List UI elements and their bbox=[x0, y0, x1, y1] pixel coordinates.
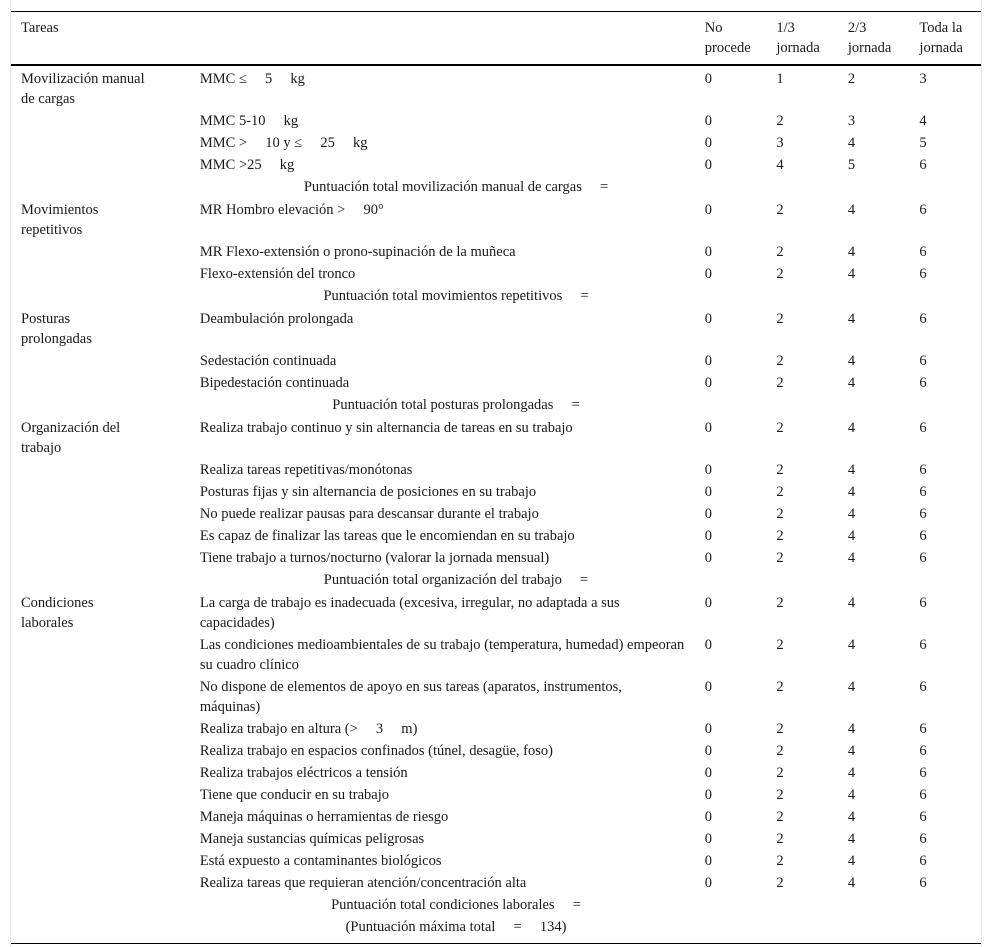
score-cell: 0 bbox=[704, 157, 713, 173]
score-cell: 6 bbox=[919, 353, 927, 369]
score-cell: 0 bbox=[704, 550, 713, 566]
table-row bbox=[11, 850, 981, 872]
score-cell: 6 bbox=[919, 311, 927, 327]
score-cell: 6 bbox=[919, 484, 927, 500]
table-row bbox=[11, 740, 981, 762]
table-row bbox=[11, 350, 981, 372]
score-cell: 0 bbox=[704, 831, 713, 847]
table-row bbox=[11, 110, 981, 132]
score-cell: 3 bbox=[847, 113, 856, 129]
score-cell: 4 bbox=[847, 875, 856, 891]
category-cell bbox=[11, 806, 190, 828]
score-cell: 2 bbox=[847, 71, 856, 87]
score-cell: 6 bbox=[919, 721, 927, 737]
score-cell: 6 bbox=[919, 506, 927, 522]
task-cell: Realiza trabajo en espacios confinados (túnel, desagüe, foso) bbox=[199, 743, 553, 759]
task-cell: La carga de trabajo es inadecuada (excesiva, irregular, no adaptada a sus capacidades) bbox=[199, 595, 624, 631]
task-cell: MR Flexo-extensión o prono-supinación de la muñeca bbox=[199, 244, 516, 260]
category-cell bbox=[11, 65, 190, 110]
score-cell: 6 bbox=[919, 853, 927, 869]
category-cell bbox=[11, 350, 190, 372]
task-cell: MMC > 10 y ≤ 25 kg bbox=[199, 135, 368, 151]
score-cell: 3 bbox=[776, 135, 784, 151]
score-cell: 4 bbox=[847, 420, 856, 436]
task-cell: No dispone de elementos de apoyo en sus tareas (aparatos, instrumentos, máquinas) bbox=[199, 679, 626, 715]
category-label: prolongadas bbox=[21, 331, 92, 347]
score-cell: 4 bbox=[847, 637, 856, 653]
score-cell: 6 bbox=[919, 375, 927, 391]
score-cell: 6 bbox=[919, 809, 927, 825]
max-total-row bbox=[11, 916, 981, 944]
score-cell: 4 bbox=[919, 113, 927, 129]
category-cell bbox=[11, 872, 190, 894]
task-cell: Realiza trabajo continuo y sin alternancia de tareas en su trabajo bbox=[199, 420, 573, 436]
total-label: Puntuación total movilización manual de cargas = bbox=[303, 179, 609, 195]
score-cell: 6 bbox=[919, 157, 927, 173]
score-cell: 0 bbox=[704, 71, 713, 87]
score-cell: 4 bbox=[847, 462, 856, 478]
score-cell: 0 bbox=[704, 311, 713, 327]
table-row bbox=[11, 872, 981, 894]
score-cell: 4 bbox=[847, 809, 856, 825]
score-cell: 0 bbox=[704, 853, 713, 869]
table-row bbox=[11, 718, 981, 740]
score-cell: 2 bbox=[776, 595, 784, 611]
header-row bbox=[11, 12, 981, 66]
task-cell: MMC 5-10 kg bbox=[199, 113, 299, 129]
header-1-3-jornada: 1/3 jornada bbox=[776, 20, 820, 56]
score-cell: 0 bbox=[704, 113, 713, 129]
category-cell bbox=[11, 850, 190, 872]
score-cell: 0 bbox=[704, 528, 713, 544]
table-row bbox=[11, 307, 981, 350]
score-cell: 4 bbox=[847, 202, 856, 218]
score-cell: 4 bbox=[847, 550, 856, 566]
total-label: Puntuación total posturas prolongadas = bbox=[332, 397, 580, 413]
score-cell: 6 bbox=[919, 637, 927, 653]
task-cell: Maneja máquinas o herramientas de riesgo bbox=[199, 809, 449, 825]
score-cell: 4 bbox=[847, 853, 856, 869]
table-row bbox=[11, 828, 981, 850]
score-cell: 4 bbox=[847, 787, 856, 803]
score-cell: 4 bbox=[847, 743, 856, 759]
total-row bbox=[11, 394, 981, 416]
task-cell: Las condiciones medioambientales de su trabajo (temperatura, humedad) empeoran su cuadro clínico bbox=[199, 637, 688, 673]
category-label: Organización del bbox=[21, 420, 121, 436]
score-cell: 4 bbox=[847, 484, 856, 500]
score-cell: 4 bbox=[847, 765, 856, 781]
category-label: laborales bbox=[21, 615, 74, 631]
score-cell: 2 bbox=[776, 787, 784, 803]
category-cell bbox=[11, 481, 190, 503]
table-row bbox=[11, 241, 981, 263]
score-cell: 6 bbox=[919, 244, 927, 260]
category-cell bbox=[11, 784, 190, 806]
score-cell: 2 bbox=[776, 721, 784, 737]
score-cell: 0 bbox=[704, 721, 713, 737]
score-cell: 2 bbox=[776, 765, 784, 781]
score-cell: 6 bbox=[919, 595, 927, 611]
task-cell: MMC >25 kg bbox=[199, 157, 295, 173]
header-no-procede: No procede bbox=[704, 20, 751, 56]
table-row bbox=[11, 198, 981, 241]
score-cell: 0 bbox=[704, 375, 713, 391]
category-cell bbox=[11, 591, 190, 634]
category-label: trabajo bbox=[21, 440, 62, 456]
task-cell: Es capaz de finalizar las tareas que le encomiendan en su trabajo bbox=[199, 528, 575, 544]
category-cell bbox=[11, 263, 190, 285]
category-cell bbox=[11, 828, 190, 850]
task-cell: Está expuesto a contaminantes biológicos bbox=[199, 853, 442, 869]
category-cell bbox=[11, 459, 190, 481]
score-cell: 0 bbox=[704, 353, 713, 369]
category-cell bbox=[11, 718, 190, 740]
score-cell: 2 bbox=[776, 353, 784, 369]
category-label: Movimientos bbox=[21, 202, 99, 218]
score-cell: 6 bbox=[919, 462, 927, 478]
score-cell: 4 bbox=[847, 721, 856, 737]
score-cell: 0 bbox=[704, 202, 713, 218]
task-cell: Tiene que conducir en su trabajo bbox=[199, 787, 389, 803]
score-cell: 4 bbox=[847, 244, 856, 260]
score-cell: 0 bbox=[704, 135, 713, 151]
task-cell: Deambulación prolongada bbox=[199, 311, 354, 327]
score-cell: 2 bbox=[776, 484, 784, 500]
score-cell: 0 bbox=[704, 637, 713, 653]
score-cell: 4 bbox=[847, 311, 856, 327]
total-row bbox=[11, 569, 981, 591]
score-cell: 4 bbox=[847, 353, 856, 369]
score-cell: 2 bbox=[776, 244, 784, 260]
category-cell bbox=[11, 198, 190, 241]
score-cell: 0 bbox=[704, 679, 713, 695]
category-cell bbox=[11, 154, 190, 176]
score-cell: 2 bbox=[776, 113, 784, 129]
total-row bbox=[11, 176, 981, 198]
table-row bbox=[11, 65, 981, 110]
category-cell bbox=[11, 762, 190, 784]
score-cell: 4 bbox=[847, 266, 856, 282]
task-cell: Realiza tareas repetitivas/monótonas bbox=[199, 462, 413, 478]
score-cell: 6 bbox=[919, 550, 927, 566]
score-cell: 0 bbox=[704, 420, 713, 436]
score-cell: 4 bbox=[847, 135, 856, 151]
score-cell: 2 bbox=[776, 743, 784, 759]
score-cell: 0 bbox=[704, 506, 713, 522]
score-cell: 0 bbox=[704, 875, 713, 891]
category-cell bbox=[11, 676, 190, 718]
table-row bbox=[11, 676, 981, 718]
category-cell bbox=[11, 307, 190, 350]
category-cell bbox=[11, 416, 190, 459]
score-cell: 6 bbox=[919, 679, 927, 695]
score-cell: 2 bbox=[776, 202, 784, 218]
score-cell: 2 bbox=[776, 375, 784, 391]
total-label: Puntuación total organización del trabajo = bbox=[323, 572, 589, 588]
table-row bbox=[11, 263, 981, 285]
table-row bbox=[11, 481, 981, 503]
score-cell: 6 bbox=[919, 528, 927, 544]
score-cell: 6 bbox=[919, 787, 927, 803]
score-cell: 0 bbox=[704, 809, 713, 825]
table-row bbox=[11, 372, 981, 394]
score-cell: 2 bbox=[776, 853, 784, 869]
score-cell: 4 bbox=[847, 595, 856, 611]
table-row bbox=[11, 806, 981, 828]
scoring-table bbox=[11, 11, 981, 944]
task-cell: MR Hombro elevación > 90° bbox=[199, 202, 384, 218]
score-cell: 0 bbox=[704, 266, 713, 282]
task-cell: Realiza tareas que requieran atención/concentración alta bbox=[199, 875, 527, 891]
score-cell: 2 bbox=[776, 637, 784, 653]
total-label: Puntuación total condiciones laborales = bbox=[331, 897, 581, 913]
table-row bbox=[11, 132, 981, 154]
table-body bbox=[11, 65, 981, 944]
category-cell bbox=[11, 547, 190, 569]
table-row bbox=[11, 525, 981, 547]
category-cell bbox=[11, 372, 190, 394]
header-tareas: Tareas bbox=[21, 20, 59, 36]
score-cell: 4 bbox=[847, 375, 856, 391]
task-cell: MMC ≤ 5 kg bbox=[199, 71, 305, 87]
task-cell: No puede realizar pausas para descansar durante el trabajo bbox=[199, 506, 539, 522]
score-cell: 0 bbox=[704, 244, 713, 260]
task-cell: Realiza trabajo en altura (> 3 m) bbox=[199, 721, 418, 737]
table-row bbox=[11, 416, 981, 459]
category-label: Condiciones bbox=[21, 595, 94, 611]
score-cell: 4 bbox=[847, 528, 856, 544]
task-cell: Flexo-extensión del tronco bbox=[199, 266, 356, 282]
task-cell: Posturas fijas y sin alternancia de posiciones en su trabajo bbox=[199, 484, 537, 500]
total-label: Puntuación total movimientos repetitivos = bbox=[323, 288, 589, 304]
header-item bbox=[190, 12, 695, 66]
score-cell: 4 bbox=[847, 506, 856, 522]
score-cell: 5 bbox=[847, 157, 856, 173]
score-cell: 0 bbox=[704, 462, 713, 478]
table-row bbox=[11, 547, 981, 569]
task-cell: Sedestación continuada bbox=[199, 353, 337, 369]
table-row bbox=[11, 154, 981, 176]
category-label: Movilización manual bbox=[21, 71, 145, 87]
total-row bbox=[11, 894, 981, 916]
max-total-label: (Puntuación máxima total = 134) bbox=[345, 919, 567, 935]
score-cell: 6 bbox=[919, 875, 927, 891]
score-cell: 2 bbox=[776, 831, 784, 847]
header-toda-la-jornada: Toda la jornada bbox=[919, 20, 963, 56]
category-cell bbox=[11, 525, 190, 547]
task-cell: Maneja sustancias químicas peligrosas bbox=[199, 831, 425, 847]
score-cell: 2 bbox=[776, 420, 784, 436]
table-row bbox=[11, 459, 981, 481]
score-cell: 0 bbox=[704, 765, 713, 781]
score-cell: 6 bbox=[919, 266, 927, 282]
score-cell: 2 bbox=[776, 550, 784, 566]
category-label: de cargas bbox=[21, 91, 76, 107]
score-cell: 3 bbox=[919, 71, 927, 87]
total-row bbox=[11, 285, 981, 307]
header-2-3-jornada: 2/3 jornada bbox=[847, 20, 892, 56]
task-cell: Bipedestación continuada bbox=[199, 375, 350, 391]
category-cell bbox=[11, 241, 190, 263]
table-row bbox=[11, 503, 981, 525]
category-label: Posturas bbox=[21, 311, 71, 327]
category-label: repetitivos bbox=[21, 222, 83, 238]
score-cell: 2 bbox=[776, 875, 784, 891]
score-cell: 2 bbox=[776, 311, 784, 327]
score-cell: 0 bbox=[704, 787, 713, 803]
category-cell bbox=[11, 132, 190, 154]
score-cell: 4 bbox=[847, 831, 856, 847]
score-cell: 2 bbox=[776, 679, 784, 695]
table-row bbox=[11, 762, 981, 784]
score-cell: 6 bbox=[919, 202, 927, 218]
score-cell: 0 bbox=[704, 484, 713, 500]
score-cell: 1 bbox=[776, 71, 784, 87]
score-cell: 5 bbox=[919, 135, 927, 151]
score-cell: 0 bbox=[704, 743, 713, 759]
score-cell: 4 bbox=[776, 157, 784, 173]
score-cell: 2 bbox=[776, 528, 784, 544]
category-cell bbox=[11, 740, 190, 762]
category-cell bbox=[11, 634, 190, 676]
score-cell: 4 bbox=[847, 679, 856, 695]
score-cell: 2 bbox=[776, 506, 784, 522]
score-cell: 0 bbox=[704, 595, 713, 611]
table-row bbox=[11, 591, 981, 634]
table-row bbox=[11, 784, 981, 806]
score-cell: 6 bbox=[919, 765, 927, 781]
category-cell bbox=[11, 110, 190, 132]
score-cell: 2 bbox=[776, 809, 784, 825]
score-cell: 6 bbox=[919, 743, 927, 759]
table-row bbox=[11, 634, 981, 676]
score-cell: 2 bbox=[776, 462, 784, 478]
score-cell: 6 bbox=[919, 420, 927, 436]
score-cell: 6 bbox=[919, 831, 927, 847]
task-cell: Tiene trabajo a turnos/nocturno (valorar la jornada mensual) bbox=[199, 550, 550, 566]
score-cell: 2 bbox=[776, 266, 784, 282]
task-cell: Realiza trabajos eléctricos a tensión bbox=[199, 765, 408, 781]
category-cell bbox=[11, 503, 190, 525]
